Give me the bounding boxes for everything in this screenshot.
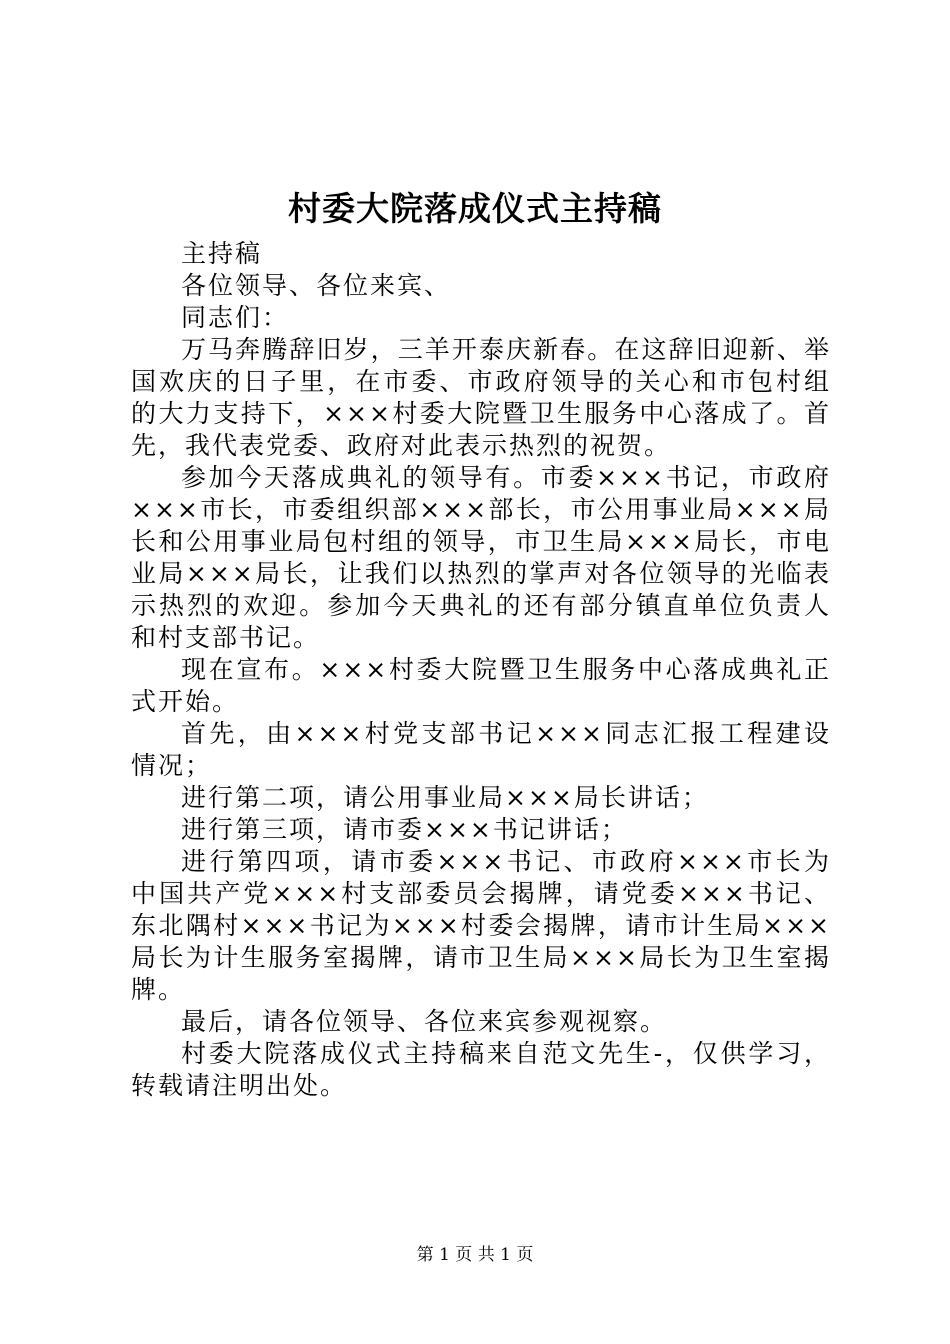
paragraph-closing: 最后，请各位领导、各位来宾参观视察。 bbox=[181, 1007, 668, 1036]
paragraph-announcement: 现在宣布。×××村委大院暨卫生服务中心落成典礼正式开始。 bbox=[131, 655, 831, 716]
paragraph-salutation: 各位领导、各位来宾、 bbox=[181, 271, 452, 300]
paragraph-item-three: 进行第三项，请市委×××书记讲话； bbox=[181, 815, 628, 844]
paragraph-heading: 主持稿 bbox=[181, 239, 263, 268]
paragraph-source-note: 村委大院落成仪式主持稿来自范文先生-，仅供学习，转载请注明出处。 bbox=[131, 1039, 831, 1100]
paragraph-salutation-comrades: 同志们： bbox=[181, 303, 290, 332]
paragraph-attendees: 参加今天落成典礼的领导有。市委×××书记，市政府×××市长，市委组织部×××部长，市公用事业局×××局长和公用事业局包村组的领导，市卫生局×××局长，市电业局×××局长，让我们以热烈的掌声对各位领导的光临表示热烈的欢迎。参加今天典礼的还有部分镇直单位负责人和村支部书记。 bbox=[131, 463, 831, 652]
document-title: 村委大院落成仪式主持稿 bbox=[288, 189, 662, 228]
paragraph-item-one: 首先，由×××村党支部书记×××同志汇报工程建设情况； bbox=[131, 719, 831, 780]
paragraph-item-two: 进行第二项，请公用事业局×××局长讲话； bbox=[181, 783, 709, 812]
document-body bbox=[131, 238, 831, 1102]
paragraph-item-four: 进行第四项，请市委×××书记、市政府×××市长为中国共产党×××村支部委员会揭牌，请党委×××书记、东北隅村×××书记为×××村委会揭牌，请市计生局×××局长为计生服务室揭牌，请市卫生局×××局长为卫生室揭牌。 bbox=[131, 847, 831, 1004]
paragraph-opening: 万马奔腾辞旧岁，三羊开泰庆新春。在这辞旧迎新、举国欢庆的日子里，在市委、市政府领导的关心和市包村组的大力支持下，×××村委大院暨卫生服务中心落成了。首先，我代表党委、政府对此表示热烈的祝贺。 bbox=[131, 335, 831, 460]
page-footer: 第 1 页 共 1 页 bbox=[416, 1245, 534, 1265]
